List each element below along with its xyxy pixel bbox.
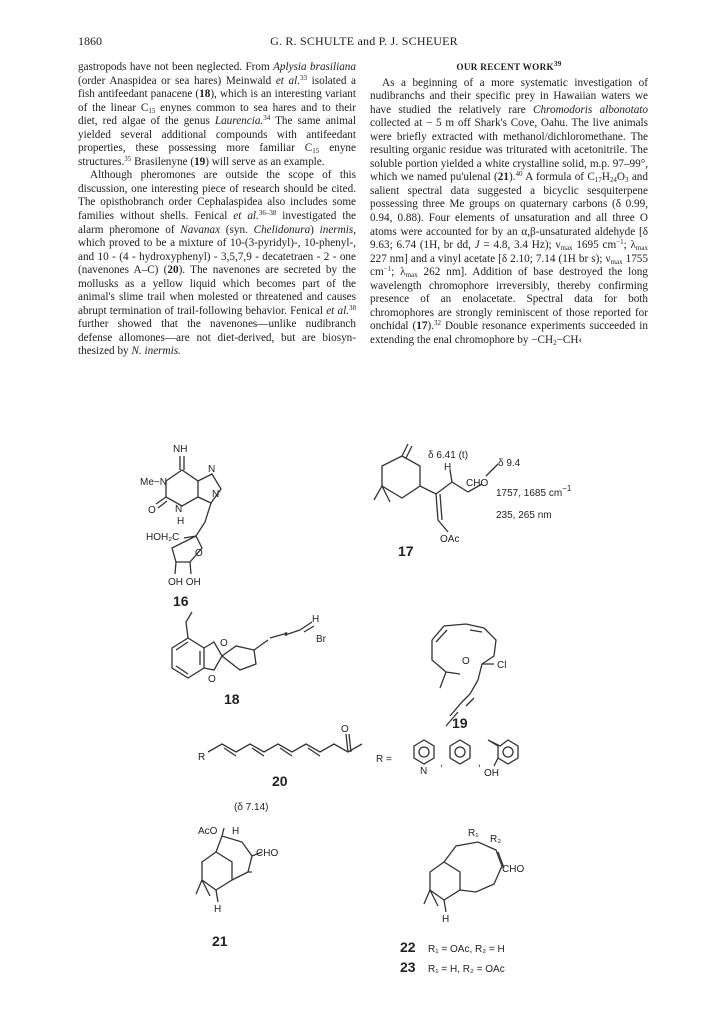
c20-r-label: R [198, 752, 206, 763]
c16-n-top-label: N [208, 464, 216, 475]
c20-oh-label: OH [484, 768, 499, 779]
c17-ir-label: 1757, 1685 $cm^{-1}$ [496, 484, 572, 499]
c16-hoh2c-label: HOH₂C [146, 532, 180, 543]
c22-r1-label: R₁ [468, 828, 479, 839]
c20-comma-1: , [440, 758, 443, 769]
compound-20 [198, 724, 518, 789]
c20-req-label: R = [376, 754, 392, 765]
c16-ohoh-label: OH OH [168, 577, 201, 588]
c16-o-label: O [148, 505, 156, 516]
c18-h-label: H [312, 614, 320, 625]
c20-pyridyl-n-label: N [420, 766, 428, 777]
c21-shift-label: (δ 7.14) [234, 802, 269, 813]
c16-n-right-label: N [212, 489, 220, 500]
c20-comma-2: , [478, 758, 481, 769]
c17-shift2-label: δ 9.4 [498, 458, 521, 469]
compound-19-label: 19 [452, 715, 468, 731]
c16-n-low-label: N [175, 504, 183, 515]
left-paragraph-2: Although pheromones are outside the scope of this discussion, one interesting piece of research should be cited. The opisthobranch order Cephalaspidea also includes some families without shells. Fenical et al.$^{36-38}$ investigated the alarm pheromone of Navanax (syn. Chelidonura) inermis, which proved to be a mixture of 10-(3-pyridyl)-, 10-phenyl-, and 10 - (4 - hydroxyphenyl) - 3,5,7,9 - decatetraen - 2 - one (navenones A–C) (20). The navenones are secreted by the mollusks as a yellow liquid which becomes part of the animal's slime trail when molested or threatened and causes abrupt termination of trail-following behavior. Fenical et al.$^{38}$ further showed that the navenones—unlike nudibranch defense allomones—are not diet-derived, but are biosynthesized by N. inermis. [78, 169, 356, 358]
c16-me-n-label: Me−N [140, 477, 167, 488]
c16-h-label: H [177, 516, 185, 527]
c19-cl-label: Cl [497, 660, 507, 671]
compound-16-label: 16 [173, 593, 189, 609]
compound-18 [172, 612, 327, 707]
c18-o1-label: O [220, 638, 228, 649]
c16-nh-label: NH [173, 444, 188, 455]
c17-h-label: H [444, 462, 452, 473]
c21-h1-label: H [232, 826, 240, 837]
compound-21 [196, 802, 278, 949]
c17-uv-label: 235, 265 nm [496, 510, 552, 521]
c17-shift1-label: δ 6.41 (t) [428, 450, 469, 461]
c18-br-label: Br [316, 634, 326, 645]
compound-22-23 [400, 828, 524, 975]
c21-cho-label: CHO [256, 848, 279, 859]
compound-23-definition: R₁ = H, R₂ = OAc [428, 964, 505, 975]
c17-cho-label: CHO [466, 478, 489, 489]
c22-h-label: H [442, 914, 450, 925]
page-number: 1860 [78, 34, 102, 48]
c22-r2-label: R₂ [490, 834, 502, 845]
c17-oac-label: OAc [440, 534, 460, 545]
right-paragraph-1: As a beginning of a more systematic investigation of nudibranchs and their specific prey in Hawaiian waters we have studied the relatively rare Chromodoris albonotato collected at − 5 m off Shark's Cove, Oahu. The live animals were briefly extracted with methanol/dichloromethane. The resulting organic residue was triturated with acetonitrile. The soluble portion yielded a white crystalline solid, m.p. 97–99°, which we named pu'ulenal (21).$^{40}$ A formula of $C_{17}H_{24}O_3$ and salient spectral data suggested a bicyclic sesquiterpene possessing three Me groups on quaternary carbons (δ 0.99, 0.94, 0.88). Four elements of unsaturation and all three O atoms were accounted for by an α,β-unsaturated aldehyde [δ 9.63; 6.74 (1H, br dd, J = 4.8, 3.4 Hz); $\nu_{max}$ 1695 $cm^{-1}$; $\lambda_{max}$ 227 nm] and a vinyl acetate [δ 2.10; 7.14 (1H br s); $\nu_{max}$ 1755 $cm^{-1}$; $\lambda_{max}$ 262 nm]. Addition of base destroyed the long wavelength chromophore irreversibly, thereby confirming presence of an enolacetate. Spectral data for both chromophores are strongly reminiscent of those reported for onchidal (17).$^{32}$ Double resonance experiments succeeded in extending the enal chromophore by $-CH_2-CH‹$ [370, 76, 649, 347]
left-paragraph-1: gastropods have not been neglected. From Aplysia brasiliana (order Anaspidea or sea hares) Meinwald et al.$^{33}$ isolated a fish antifeedant panacene (18), which is an interesting variant of the linear $C_{15}$ enynes common to sea hares and to their diet, red algae of the genus Laurencia.$^{34}$ The same animal yielded several additional compounds with antifeedant properties, these possessing more familiar $C_{15}$ enyne structures.$^{35}$ Brasilenyne (19) will serve as an example. [78, 61, 357, 168]
c21-h2-label: H [214, 904, 222, 915]
c20-o-label: O [341, 724, 349, 735]
section-heading: OUR RECENT WORK$^{39}$ [456, 60, 562, 72]
c16-ring-o-label: O [195, 548, 203, 559]
compound-22-definition: R₁ = OAc, R₂ = H [428, 944, 505, 955]
compound-17-label: 17 [398, 543, 414, 559]
compound-23-label: 23 [400, 959, 416, 975]
running-authors: G. R. SCHULTE and P. J. SCHEUER [270, 34, 458, 48]
c22-cho-label: CHO [502, 864, 525, 875]
compound-17 [374, 444, 572, 559]
c21-aco-label: AcO [198, 826, 218, 837]
compound-21-label: 21 [212, 933, 228, 949]
c18-o2-label: O [208, 674, 216, 685]
compound-18-label: 18 [224, 691, 240, 707]
c19-o-label: O [462, 656, 470, 667]
compound-20-label: 20 [272, 773, 288, 789]
compound-16 [140, 444, 221, 609]
compound-22-label: 22 [400, 939, 416, 955]
compound-19 [432, 624, 506, 731]
